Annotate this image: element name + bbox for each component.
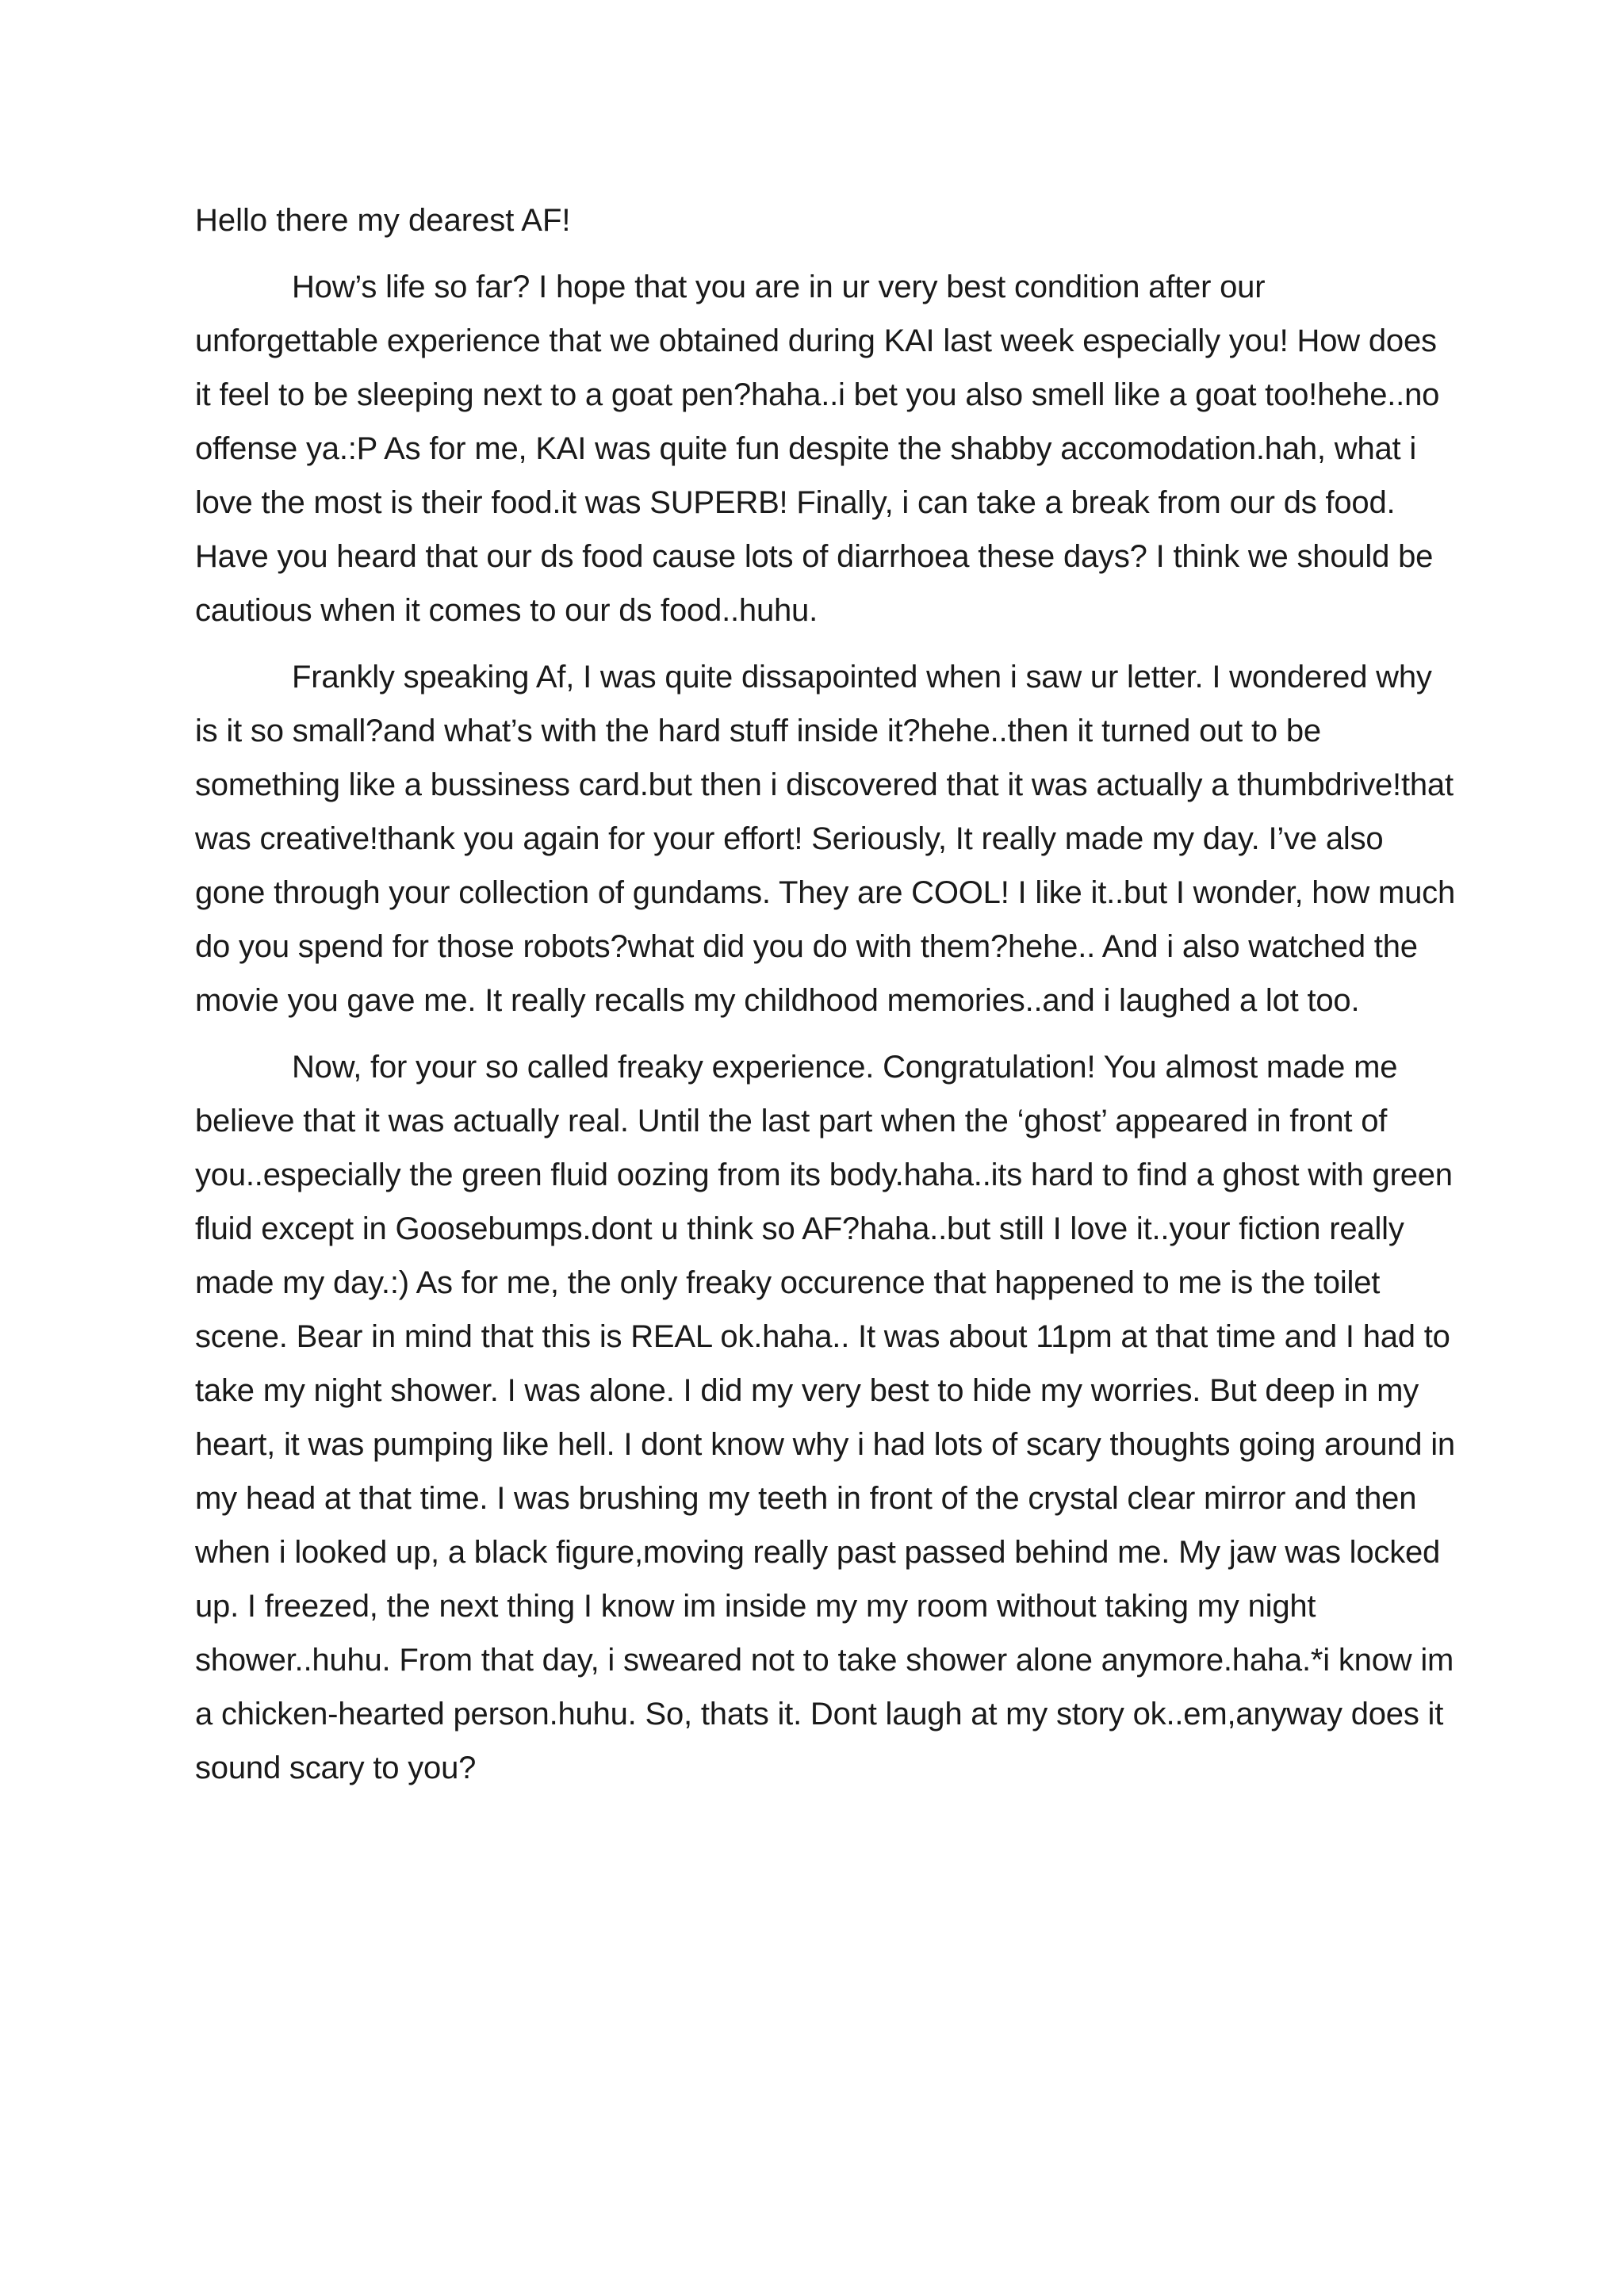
letter-paragraph-2: Frankly speaking Af, I was quite dissapointed when i saw ur letter. I wondered why is it so small?and what’s with the hard stuff inside it?hehe..then it turned out to be something like a bussiness card.but then i discovered that it was actually a thumbdrive!that was creative!thank you again for your effort! Seriously, It really made my day. I’ve also gone through your collection of gundams. They are COOL! I like it..but I wonder, how much do you spend for those robots?what did you do with them?hehe.. And i also watched the movie you gave me. It really recalls my childhood memories..and i laughed a lot too.	[195, 660, 1455, 1018]
letter-paragraph-1: How’s life so far? I hope that you are in ur very best condition after our unforgettable experience that we obtained during KAI last week especially you! How does it feel to be sleeping next to a goat pen?haha..i bet you also smell like a goat too!hehe..no offense ya.:P As for me, KAI was quite fun despite the shabby accomodation.hah, what i love the most is their food.it was SUPERB! Finally, i can take a break from our ds food. Have you heard that our ds food cause lots of diarrhoea these days? I think we should be cautious when it comes to our ds food..huhu.	[195, 270, 1440, 628]
letter-body	[195, 193, 1456, 1808]
letter-paragraph-3: Now, for your so called freaky experience. Congratulation! You almost made me believe that it was actually real. Until the last part when the ‘ghost’ appeared in front of you..especially the green fluid oozing from its body.haha..its hard to find a ghost with green fluid except in Goosebumps.dont u think so AF?haha..but still I love it..your fiction really made my day.:) As for me, the only freaky occurence that happened to me is the toilet scene. Bear in mind that this is REAL ok.haha.. It was about 11pm at that time and I had to take my night shower. I was alone. I did my very best to hide my worries. But deep in my heart, it was pumping like hell. I dont know why i had lots of scary thoughts going around in my head at that time. I was brushing my teeth in front of the crystal clear mirror and then when i looked up, a black figure,moving really past passed behind me. My jaw was locked up. I freezed, the next thing I know im inside my my room without taking my night shower..huhu. From that day, i sweared not to take shower alone anymore.haha.*i know im a chicken-hearted person.huhu. So, thats it. Dont laugh at my story ok..em,anyway does it sound scary to you?	[195, 1050, 1455, 1785]
letter-greeting: Hello there my dearest AF!	[195, 203, 571, 238]
